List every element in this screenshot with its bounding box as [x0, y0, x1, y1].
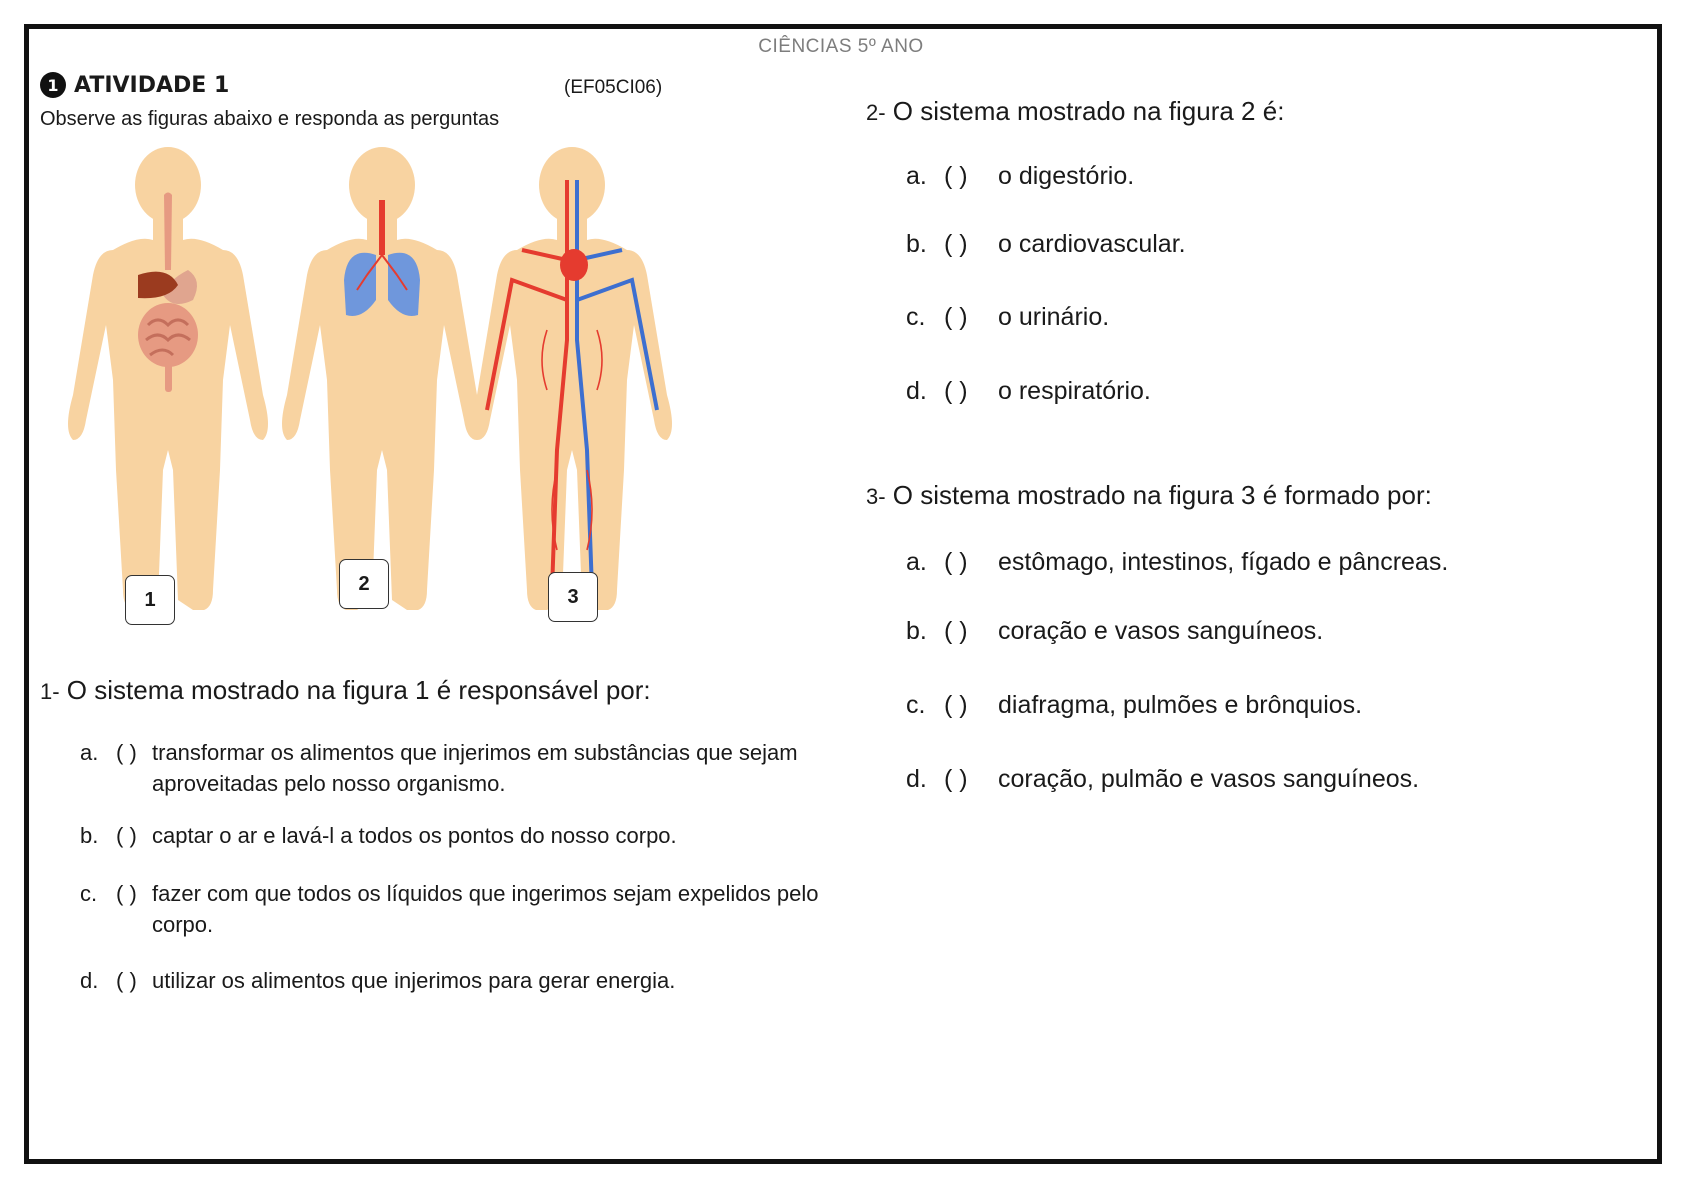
- question-3-text: O sistema mostrado na figura 3 é formado por:: [892, 480, 1432, 510]
- curriculum-code: (EF05CI06): [564, 77, 663, 98]
- answer-checkbox[interactable]: ( ): [944, 162, 968, 190]
- q2-option-c[interactable]: c. ( ) o urinário.: [906, 303, 1110, 331]
- answer-checkbox[interactable]: ( ): [944, 617, 968, 645]
- answer-checkbox[interactable]: ( ): [116, 968, 137, 993]
- q3-option-c[interactable]: c. ( ) diafragma, pulmões e brônquios.: [906, 691, 1363, 719]
- figure-label-3: 3: [548, 572, 598, 622]
- answer-checkbox[interactable]: ( ): [944, 765, 968, 793]
- question-2: [866, 96, 1284, 127]
- question-1-text: O sistema mostrado na figura 1 é responsável por:: [66, 675, 651, 705]
- q2-option-a[interactable]: a. ( ) o digestório.: [906, 162, 1135, 190]
- q3-option-d[interactable]: d. ( ) coração, pulmão e vasos sanguíneos.: [906, 765, 1420, 793]
- question-2-number: 2-: [866, 100, 886, 125]
- figure-label-2: 2: [339, 559, 389, 609]
- instruction-text: Observe as figuras abaixo e responda as perguntas: [40, 108, 500, 130]
- intestines: [138, 303, 198, 367]
- question-1-number: 1-: [40, 679, 60, 704]
- figure-2-respiratory-system: [282, 147, 482, 610]
- figure-1-digestive-system: [68, 147, 268, 610]
- answer-checkbox[interactable]: ( ): [944, 377, 968, 405]
- q2-option-b[interactable]: b. ( ) o cardiovascular.: [906, 230, 1186, 258]
- heart: [560, 249, 588, 281]
- q1-option-b[interactable]: b. ( ) captar o ar e lavá-l a todos os pontos do nosso corpo.: [80, 820, 820, 851]
- activity-title: [40, 72, 229, 98]
- answer-checkbox[interactable]: ( ): [944, 303, 968, 331]
- answer-checkbox[interactable]: ( ): [116, 823, 137, 848]
- q1-option-a[interactable]: a. ( ) transformar os alimentos que injerimos em substâncias que sejam aproveitadas pelo nosso organismo.: [80, 737, 820, 799]
- answer-checkbox[interactable]: ( ): [944, 548, 968, 576]
- trachea: [379, 200, 385, 255]
- page-header: CIÊNCIAS 5º ANO: [758, 36, 924, 57]
- question-3-number: 3-: [866, 484, 886, 509]
- answer-checkbox[interactable]: ( ): [944, 230, 968, 258]
- esophagus: [164, 193, 172, 271]
- body-systems-illustration: [50, 140, 710, 610]
- rectum: [165, 362, 172, 392]
- question-1: [40, 675, 651, 706]
- q2-option-d[interactable]: d. ( ) o respiratório.: [906, 377, 1151, 405]
- activity-title-text: ATIVIDADE 1: [74, 72, 230, 98]
- q3-option-b[interactable]: b. ( ) coração e vasos sanguíneos.: [906, 617, 1324, 645]
- question-3: [866, 480, 1432, 511]
- answer-checkbox[interactable]: ( ): [116, 740, 137, 765]
- q1-option-c[interactable]: c. ( ) fazer com que todos os líquidos que ingerimos sejam expelidos pelo corpo.: [80, 878, 820, 940]
- figure-label-1: 1: [125, 575, 175, 625]
- figure-3-circulatory-system: [472, 147, 672, 610]
- q3-option-a[interactable]: a. ( ) estômago, intestinos, fígado e pâncreas.: [906, 548, 1449, 576]
- answer-checkbox[interactable]: ( ): [944, 691, 968, 719]
- q1-option-d[interactable]: d. ( ) utilizar os alimentos que injerimos para gerar energia.: [80, 965, 820, 996]
- activity-number-badge: 1: [40, 72, 66, 98]
- answer-checkbox[interactable]: ( ): [116, 881, 137, 906]
- body-silhouette-3: [472, 147, 672, 610]
- question-2-text: O sistema mostrado na figura 2 é:: [892, 96, 1285, 126]
